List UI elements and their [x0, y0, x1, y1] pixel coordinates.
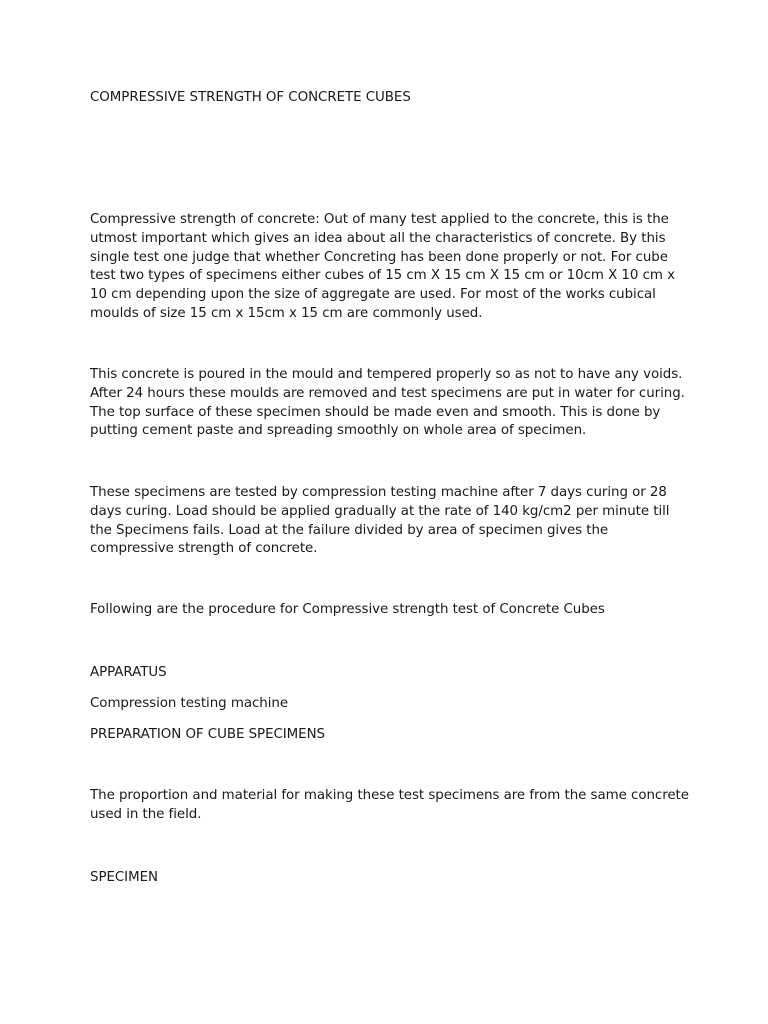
heading-preparation: PREPARATION OF CUBE SPECIMENS [90, 727, 326, 742]
document-title: COMPRESSIVE STRENGTH OF CONCRETE CUBES [90, 90, 411, 105]
paragraph-pouring: This concrete is poured in the mould and tempered properly so as not to have any voids. After 24 hours these moulds are removed and test specimens are put in water for curing. The top surface of these specimen should be made even and smooth. This is done by putting cement paste and spreading smoothly on whole area of specimen. [90, 367, 685, 439]
paragraph-testing: These specimens are tested by compression testing machine after 7 days curing or 28 days curing. Load should be applied gradually at the rate of 140 kg/cm2 per minute till the Specimens fails. Load at the failure divided by area of specimen gives the compressive strength of concrete. [90, 485, 670, 557]
heading-apparatus: APPARATUS [90, 665, 167, 680]
paragraph-proportion: The proportion and material for making these test specimens are from the same concrete used in the field. [90, 788, 689, 822]
paragraph-intro: Compressive strength of concrete: Out of many test applied to the concrete, this is the utmost important which gives an idea about all the characteristics of concrete. By this single test one judge that whether Concreting has been done properly or not. For cube test two types of specimens either cubes of 15 cm X 15 cm X 15 cm or 10cm X 10 cm x 10 cm depending upon the size of aggregate are used. For most of the works cubical moulds of size 15 cm x 15cm x 15 cm are commonly used. [90, 212, 675, 321]
heading-specimen: SPECIMEN [90, 870, 158, 885]
paragraph-procedure-intro: Following are the procedure for Compressive strength test of Concrete Cubes [90, 602, 605, 617]
apparatus-item: Compression testing machine [90, 696, 289, 711]
